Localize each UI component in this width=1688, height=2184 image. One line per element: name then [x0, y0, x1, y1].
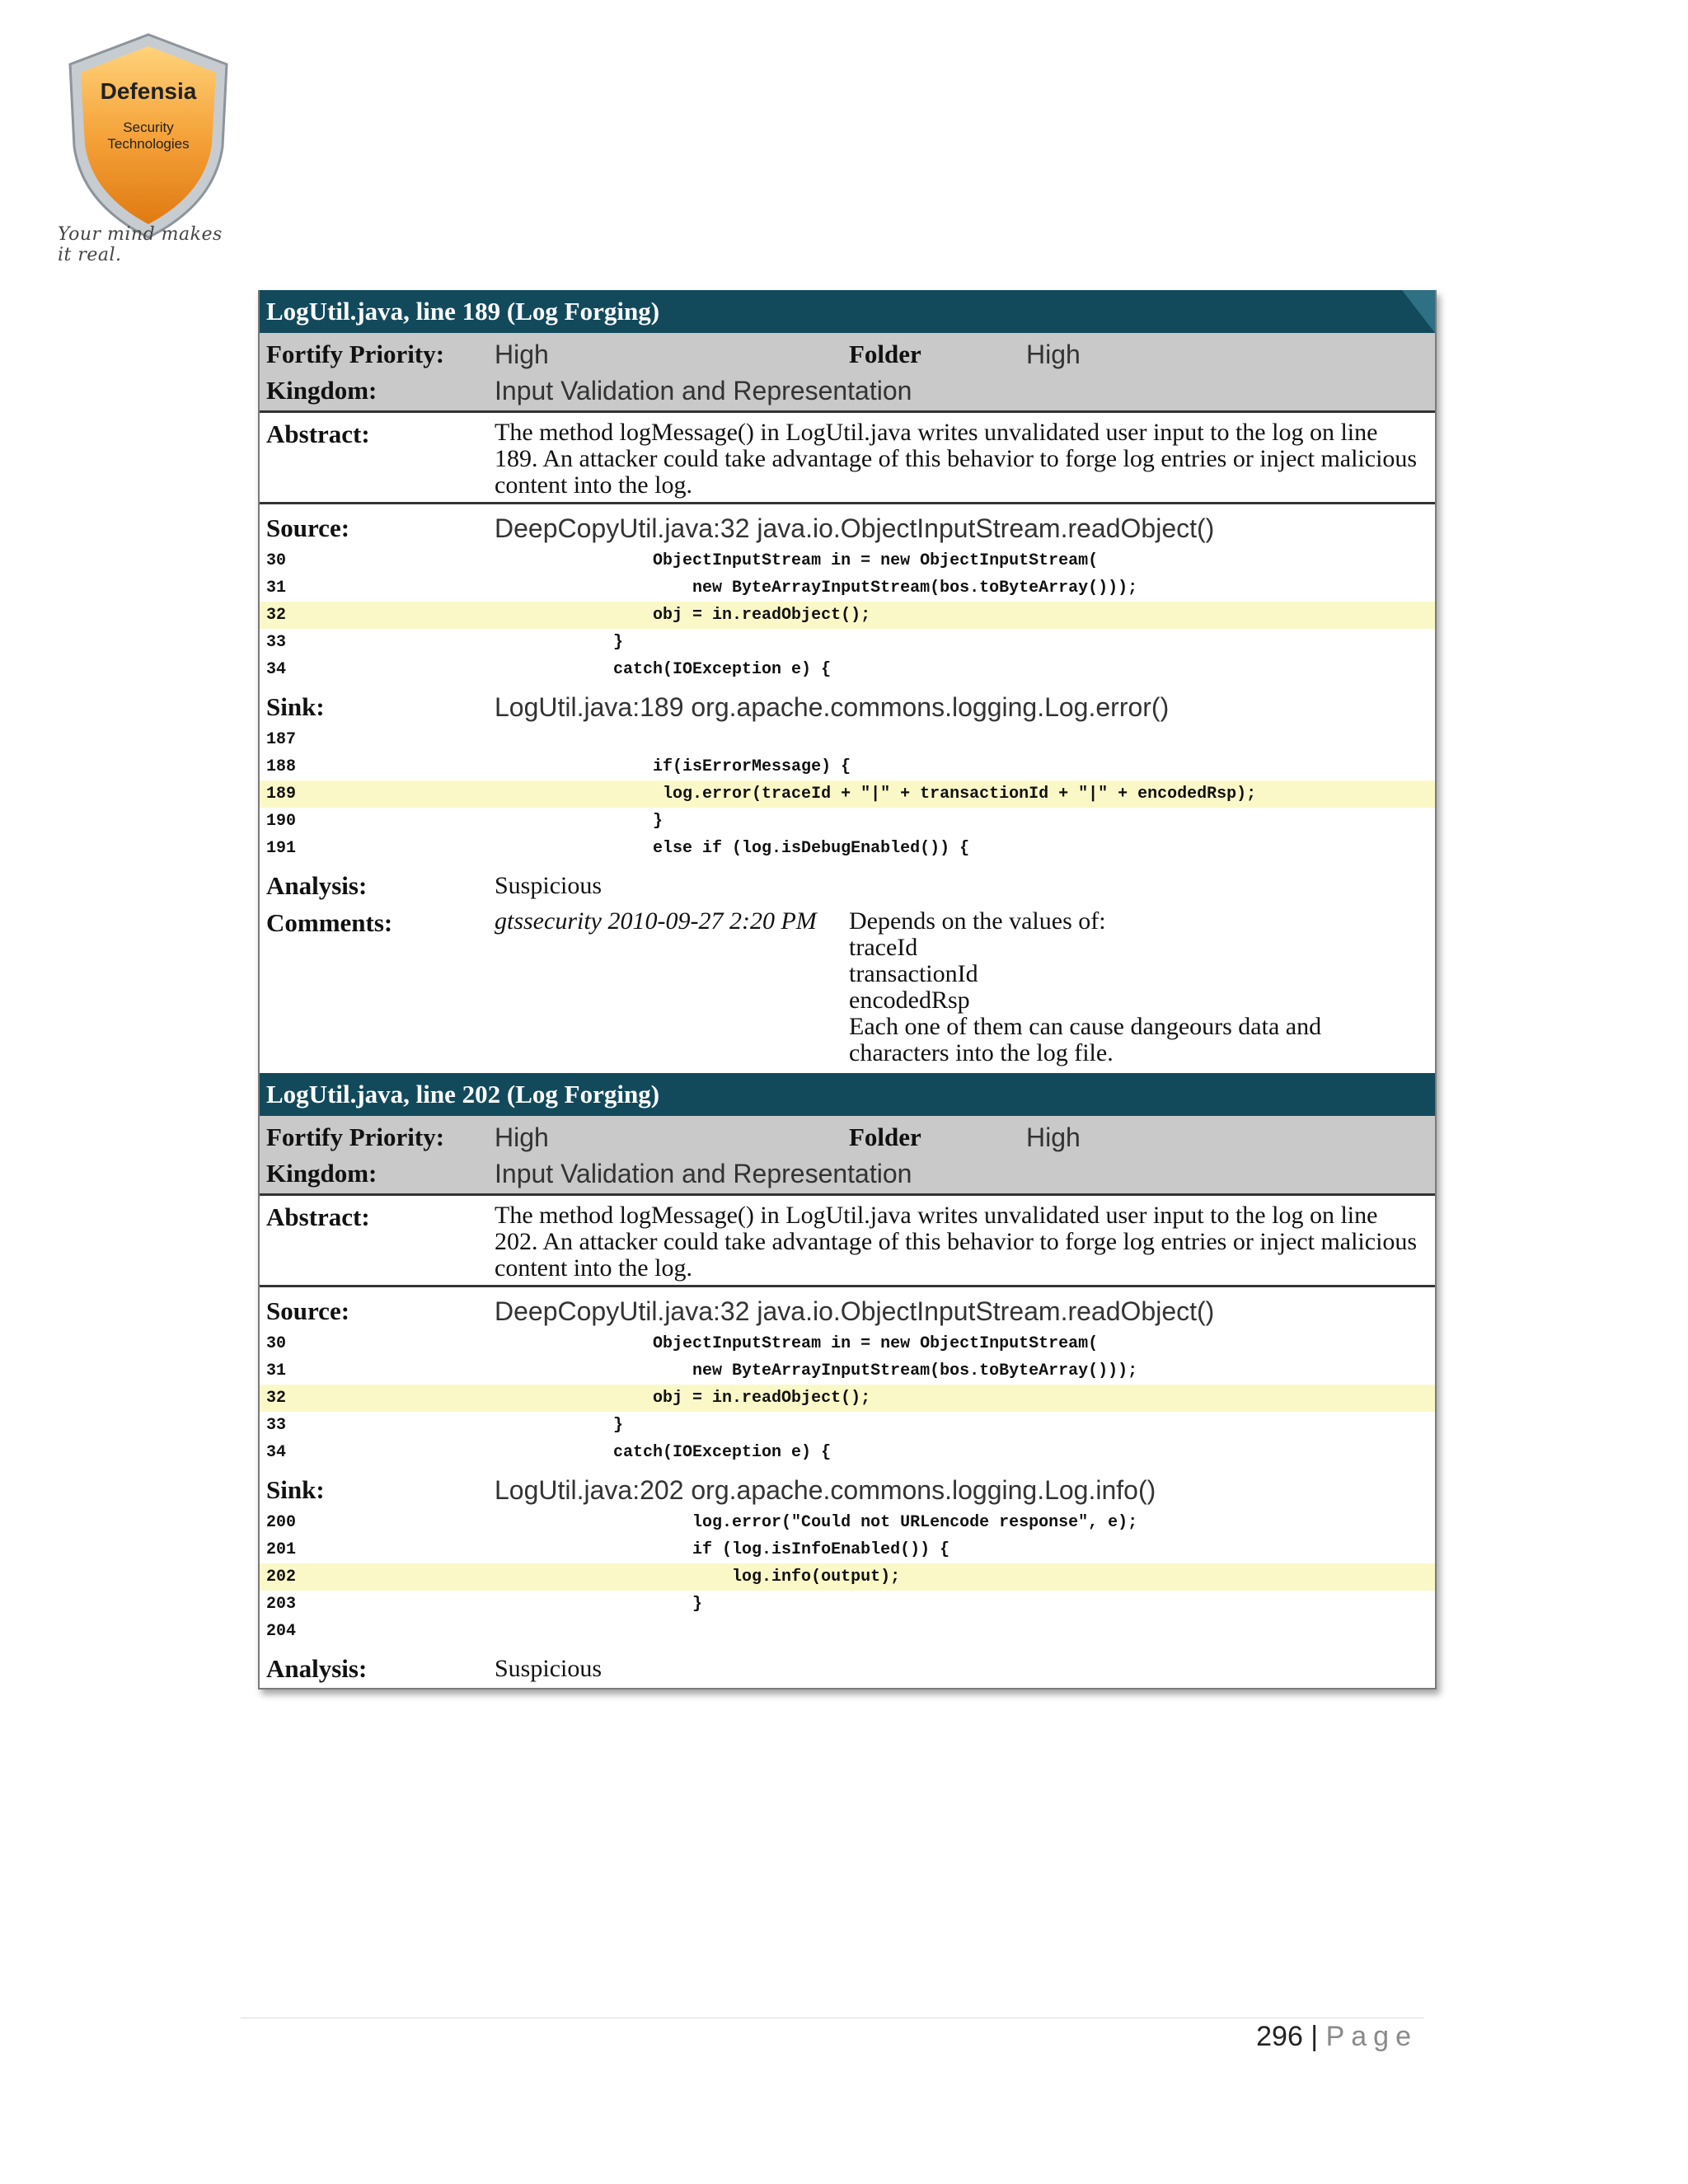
line-number: 187 [266, 730, 297, 749]
code-text: } [495, 633, 624, 652]
analysis-label: Analysis: [266, 1654, 368, 1683]
abstract-text: The method logMessage() in LogUtil.java writes unvalidated user input to the log on line 189. An attacker could take advantage of this behavior to forge log entries or inject malicious content into the log. [495, 419, 1418, 499]
sink-label: Sink: [266, 692, 325, 721]
line-number: 191 [266, 839, 297, 858]
sink-value: LogUtil.java:189 org.apache.commons.logging.Log.error() [495, 691, 1170, 722]
sink-row [260, 1471, 1435, 1509]
priority-value: High [495, 339, 549, 369]
code-line [260, 835, 1435, 862]
comment-line: encodedRsp [849, 987, 970, 1014]
comment-text [849, 908, 1426, 1066]
line-number: 203 [266, 1595, 297, 1614]
kingdom-value: Input Validation and Representation [495, 1158, 912, 1188]
analysis-row [260, 867, 1435, 905]
logo-brand: Defensia [100, 78, 197, 104]
sink-row [260, 688, 1435, 726]
line-number: 190 [266, 812, 297, 831]
code-text: if (log.isInfoEnabled()) { [495, 1540, 950, 1559]
code-line [260, 547, 1435, 574]
logo-tagline: Your mind makes it real. [58, 224, 223, 265]
code-text: if(isErrorMessage) { [495, 757, 851, 776]
comments-row [260, 905, 1435, 1073]
line-number: 202 [266, 1568, 297, 1586]
fortify-report [258, 290, 1437, 1690]
logo-sub2: Technologies [107, 136, 190, 152]
line-number: 31 [266, 1361, 287, 1380]
source-value: DeepCopyUtil.java:32 java.io.ObjectInputStream.readObject() [495, 1296, 1215, 1326]
code-text: log.error("Could not URLencode response", e); [495, 1513, 1138, 1532]
comment-author: gtssecurity 2010-09-27 2:20 PM [495, 907, 817, 935]
priority-row [260, 336, 1435, 373]
folder-label: Folder [849, 340, 921, 368]
line-number: 32 [266, 1389, 287, 1408]
abstract-label: Abstract: [266, 419, 370, 448]
code-text: log.error(traceId + "|" + transactionId + "|" + encodedRsp); [495, 785, 1257, 804]
code-line [260, 726, 1435, 753]
abstract-row [260, 413, 1435, 504]
code-line [260, 1509, 1435, 1536]
code-text: ObjectInputStream in = new ObjectInputStream( [495, 1334, 1099, 1353]
page-separator: | [1302, 2021, 1326, 2052]
code-text: } [495, 812, 663, 831]
code-line [260, 1357, 1435, 1385]
folder-value: High [1026, 339, 1081, 369]
priority-label: Fortify Priority: [266, 340, 445, 368]
folder-value: High [1026, 1122, 1081, 1152]
company-logo [58, 31, 239, 254]
code-line [260, 1591, 1435, 1618]
code-text: obj = in.readObject(); [495, 1389, 871, 1408]
code-text: new ByteArrayInputStream(bos.toByteArray())); [495, 1361, 1138, 1380]
line-number: 33 [266, 633, 287, 652]
page-number-value: 296 [1256, 2021, 1303, 2052]
comment-line: transactionId [849, 960, 978, 987]
kingdom-value: Input Validation and Representation [495, 375, 912, 405]
code-line [260, 602, 1435, 629]
code-line [260, 1563, 1435, 1591]
code-line [260, 1412, 1435, 1439]
line-number: 188 [266, 757, 297, 776]
code-text: } [495, 1416, 624, 1435]
comments-label: Comments: [266, 908, 393, 937]
line-number: 34 [266, 660, 287, 679]
line-number: 33 [266, 1416, 287, 1435]
comment-line: traceId [849, 934, 918, 961]
kingdom-label: Kingdom: [266, 376, 377, 405]
code-text: catch(IOException e) { [495, 660, 832, 679]
priority-label: Fortify Priority: [266, 1122, 445, 1151]
code-text: else if (log.isDebugEnabled()) { [495, 839, 970, 858]
code-line [260, 629, 1435, 656]
kingdom-label: Kingdom: [266, 1159, 377, 1188]
issue-title: LogUtil.java, line 202 (Log Forging) [260, 1073, 1435, 1116]
code-line [260, 780, 1435, 808]
line-number: 31 [266, 579, 287, 598]
issue-title: LogUtil.java, line 189 (Log Forging) [260, 290, 1435, 333]
abstract-text: The method logMessage() in LogUtil.java writes unvalidated user input to the log on line 202. An attacker could take advantage of this behavior to forge log entries or inject malicious content into the log. [495, 1202, 1418, 1282]
analysis-label: Analysis: [266, 871, 368, 900]
code-text: log.info(output); [495, 1568, 901, 1586]
kingdom-row [260, 1155, 1435, 1192]
code-line [260, 753, 1435, 780]
code-line [260, 1439, 1435, 1466]
page-word: Page [1325, 2021, 1418, 2052]
code-text: new ByteArrayInputStream(bos.toByteArray())); [495, 579, 1138, 598]
line-number: 189 [266, 785, 297, 804]
shield-icon [58, 31, 239, 246]
code-text: catch(IOException e) { [495, 1443, 832, 1462]
code-line [260, 1330, 1435, 1357]
line-number: 204 [266, 1622, 297, 1641]
priority-value: High [495, 1122, 549, 1152]
line-number: 201 [266, 1540, 297, 1559]
line-number: 30 [266, 1334, 287, 1353]
comment-line: Depends on the values of: [849, 907, 1106, 935]
code-line [260, 1618, 1435, 1645]
code-line [260, 656, 1435, 683]
line-number: 30 [266, 551, 287, 570]
source-label: Source: [266, 1296, 350, 1325]
analysis-value: Suspicious [495, 872, 603, 899]
line-number: 200 [266, 1513, 297, 1532]
source-label: Source: [266, 513, 350, 542]
source-row [260, 509, 1435, 547]
source-row [260, 1292, 1435, 1330]
code-text: } [495, 1595, 703, 1614]
code-text: obj = in.readObject(); [495, 606, 871, 625]
code-line [260, 1536, 1435, 1563]
analysis-row [260, 1650, 1435, 1688]
priority-row [260, 1119, 1435, 1155]
comment-line: Each one of them can cause dangeours data and characters into the log file. [849, 1013, 1322, 1066]
code-line [260, 1385, 1435, 1412]
kingdom-row [260, 373, 1435, 409]
issue-meta [260, 333, 1435, 413]
abstract-row [260, 1196, 1435, 1287]
line-number: 32 [266, 606, 287, 625]
sink-label: Sink: [266, 1475, 325, 1504]
abstract-label: Abstract: [266, 1202, 370, 1231]
folder-label: Folder [849, 1122, 921, 1151]
source-value: DeepCopyUtil.java:32 java.io.ObjectInputStream.readObject() [495, 513, 1215, 543]
code-text: ObjectInputStream in = new ObjectInputStream( [495, 551, 1099, 570]
code-line [260, 808, 1435, 835]
sink-value: LogUtil.java:202 org.apache.commons.logging.Log.info() [495, 1474, 1156, 1505]
issue-meta [260, 1116, 1435, 1196]
logo-sub1: Security [123, 120, 174, 135]
line-number: 34 [266, 1443, 287, 1462]
page-number [1256, 2021, 1418, 2053]
analysis-value: Suspicious [495, 1655, 603, 1682]
code-line [260, 574, 1435, 602]
